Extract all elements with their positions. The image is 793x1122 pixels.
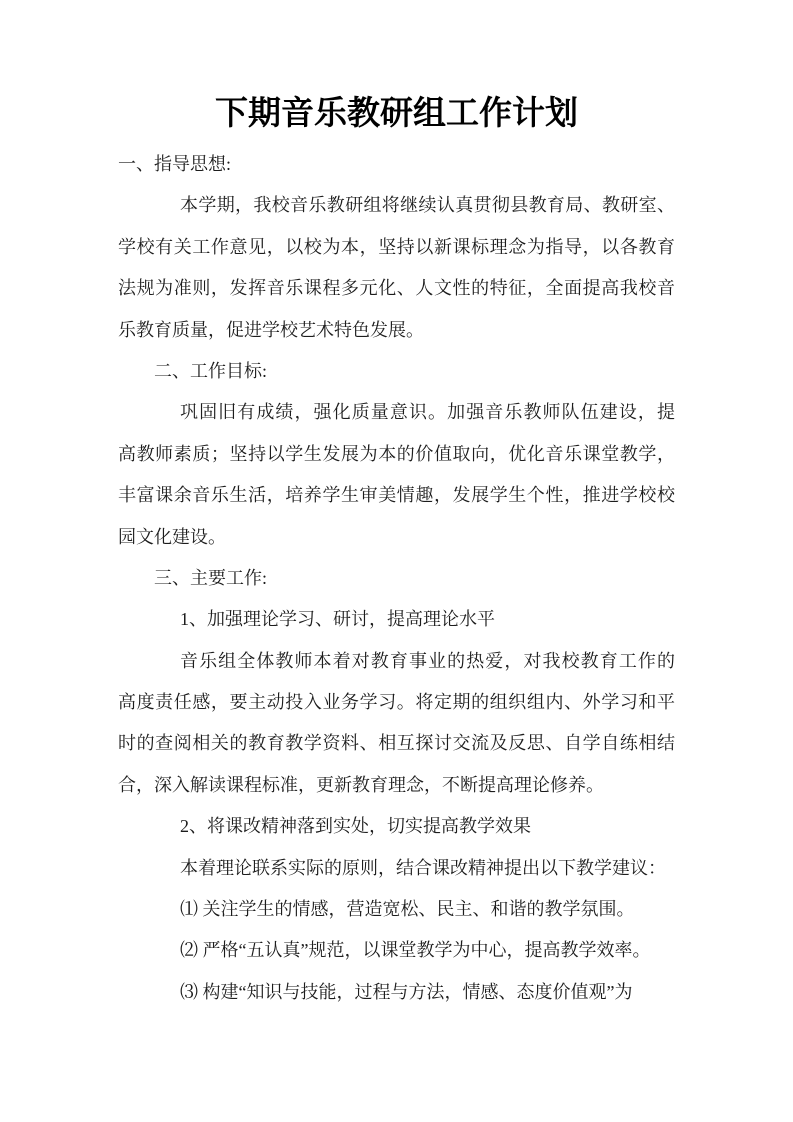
paragraph-line: 丰富课余音乐生活，培养学生审美情趣，发展学生个性，推进学校校 xyxy=(118,485,675,506)
list-item-line: ⑴ 关注学生的情感，营造宽松、民主、和谐的教学氛围。 xyxy=(180,899,635,920)
document-body xyxy=(118,144,675,1013)
paragraph-line: 巩固旧有成绩，强化质量意识。加强音乐教师队伍建设，提 xyxy=(180,402,675,423)
list-item-line: 2、将课改精神落到实处，切实提高教学效果 xyxy=(180,816,531,837)
paragraph-line: 时的查阅相关的教育教学资料、相互探讨交流及反思、自学自练相结 xyxy=(118,733,675,754)
section-heading: 一、指导思想: xyxy=(118,154,232,174)
section-heading: 二、工作目标: xyxy=(154,360,268,381)
list-item-line: ⑵ 严格“五认真”规范，以课堂教学为中心，提高教学效率。 xyxy=(180,940,651,961)
list-item-line: 1、加强理论学习、研讨，提高理论水平 xyxy=(180,609,495,630)
list-item-line: 本着理论联系实际的原则，结合课改精神提出以下教学建议： xyxy=(180,857,666,878)
paragraph-line: 学校有关工作意见，以校为本，坚持以新课标理念为指导，以各教育 xyxy=(118,236,675,257)
section-heading: 三、主要工作: xyxy=(154,567,268,588)
paragraph-line: 合，深入解读课程标准，更新教育理念，不断提高理论修养。 xyxy=(118,774,604,795)
paragraph-line: 园文化建设。 xyxy=(118,526,226,547)
paragraph-line: 法规为准则，发挥音乐课程多元化、人文性的特征，全面提高我校音 xyxy=(118,278,675,299)
document-title: 下期音乐教研组工作计划 xyxy=(215,96,578,132)
paragraph-line: 高度责任感，要主动投入业务学习。将定期的组织组内、外学习和平 xyxy=(118,692,675,713)
paragraph-line: 高教师素质；坚持以学生发展为本的价值取向，优化音乐课堂教学， xyxy=(118,443,675,464)
paragraph-line: 音乐组全体教师本着对教育事业的热爱，对我校教育工作的 xyxy=(180,650,675,671)
paragraph-line: 本学期，我校音乐教研组将继续认真贯彻县教育局、教研室、 xyxy=(180,195,675,216)
paragraph-line: 乐教育质量，促进学校艺术特色发展。 xyxy=(118,319,424,340)
list-item-line: ⑶ 构建“知识与技能，过程与方法，情感、态度价值观”为 xyxy=(180,981,633,1002)
